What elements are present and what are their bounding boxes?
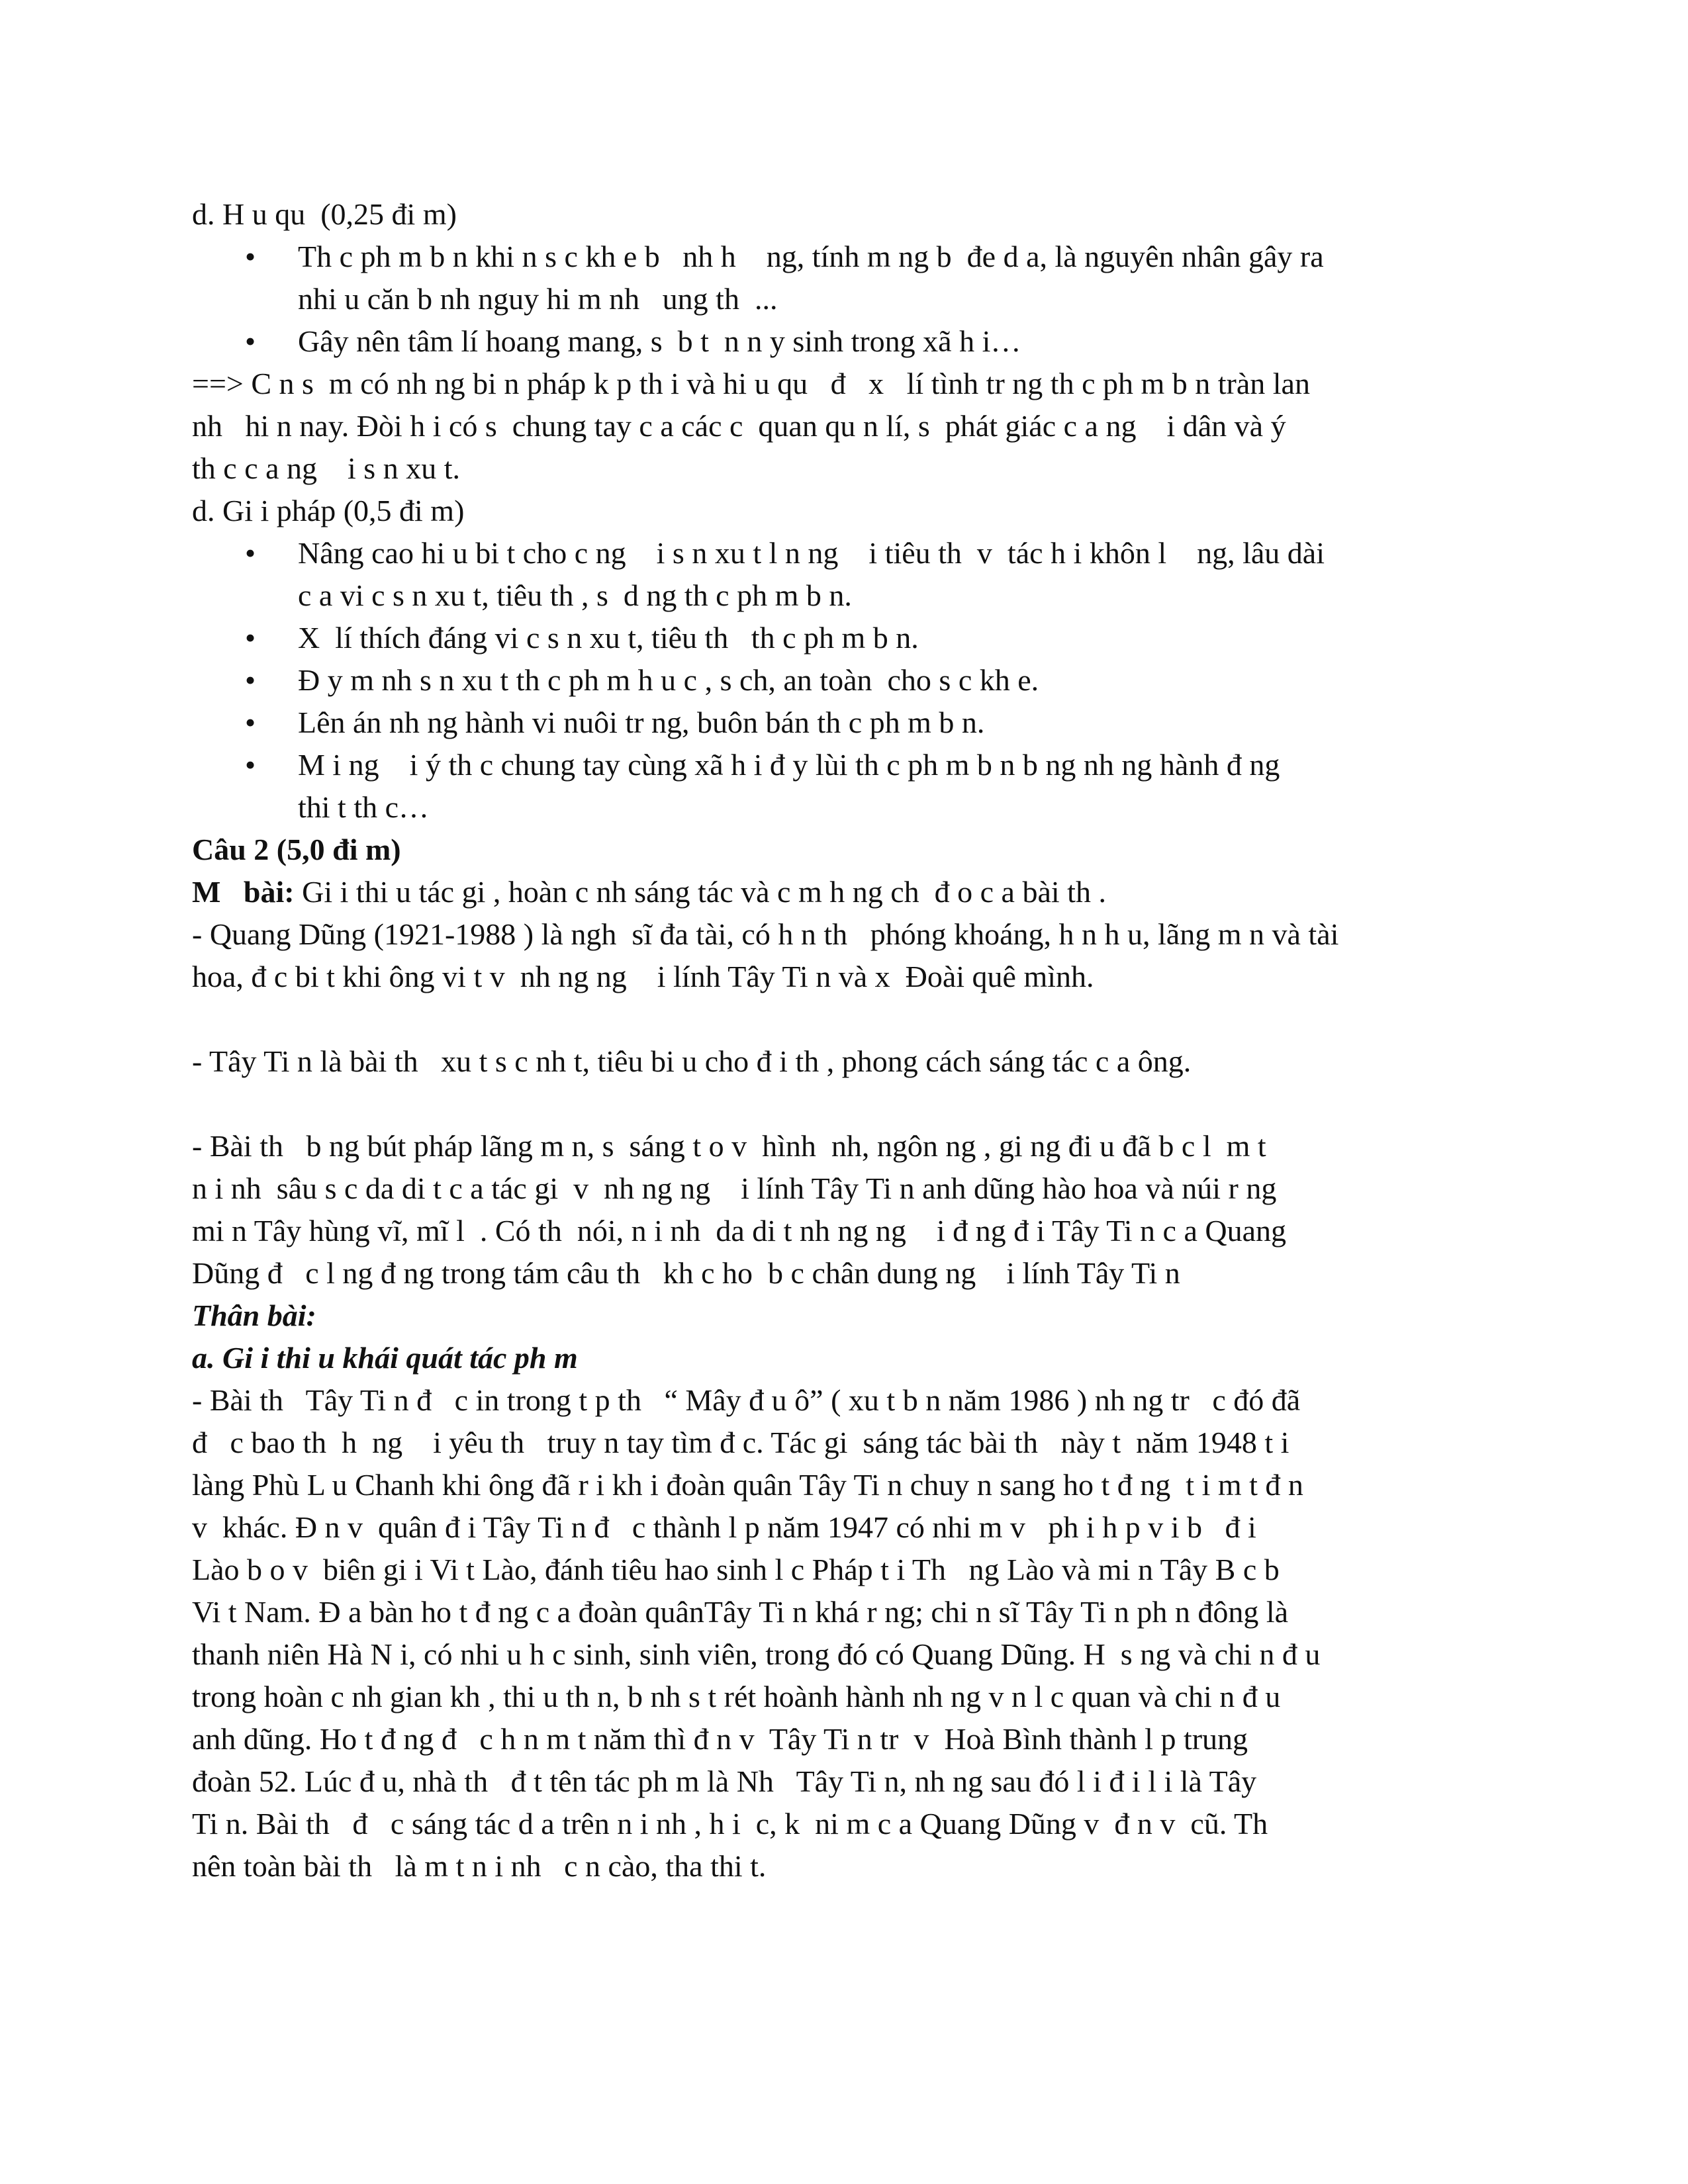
- line-text: mi n Tây hùng vĩ, mĩ l . Có th nói, n i nh da di t nh ng ng i đ ng đ i Tây Ti n c a Quang: [192, 1214, 1287, 1248]
- bullet-icon: •: [245, 536, 256, 570]
- bullet-item: [192, 236, 1496, 278]
- line-text: - Bài th b ng bút pháp lãng m n, s sáng t o v hình nh, ngôn ng , gi ng đi u đã b c l m t: [192, 1129, 1266, 1163]
- line-text: X lí thích đáng vi c s n xu t, tiêu th th c ph m b n.: [298, 621, 919, 655]
- line-text: Nâng cao hi u bi t cho c ng i s n xu t l n ng i tiêu th v tác h i khôn l ng, lâu dài: [298, 536, 1325, 570]
- bullet-item: [192, 532, 1496, 574]
- line-text: c a vi c s n xu t, tiêu th , s d ng th c ph m b n.: [298, 578, 852, 612]
- line-text: - Quang Dũng (1921-1988 ) là ngh sĩ đa tài, có h n th phóng khoáng, h n h u, lãng m n và tài: [192, 917, 1339, 951]
- line-text: đoàn 52. Lúc đ u, nhà th đ t tên tác ph m là Nh Tây Ti n, nh ng sau đó l i đ i l i là Tây: [192, 1764, 1257, 1798]
- line-text: M i ng i ý th c chung tay cùng xã h i đ y lùi th c ph m b n b ng nh ng hành đ ng: [298, 748, 1280, 782]
- line-text: Gi i thi u tác gi , hoàn c nh sáng tác và c m h ng ch đ o c a bài th .: [294, 875, 1106, 909]
- bullet-item: [192, 659, 1496, 702]
- line-text: Thân bài:: [192, 1298, 316, 1332]
- bullet-icon: •: [245, 705, 256, 739]
- bullet-icon: •: [245, 621, 256, 655]
- line-text: Dũng đ c l ng đ ng trong tám câu th kh c ho b c chân dung ng i lính Tây Ti n: [192, 1256, 1180, 1290]
- line-text: đ c bao th h ng i yêu th truy n tay tìm đ c. Tác gi sáng tác bài th này t năm 1948 t i: [192, 1426, 1289, 1459]
- line-text: - Bài th Tây Ti n đ c in trong t p th “ Mây đ u ô” ( xu t b n năm 1986 ) nh ng tr c đó đã: [192, 1383, 1301, 1417]
- line-text: a. Gi i thi u khái quát tác ph m: [192, 1341, 578, 1375]
- text-line: [192, 1803, 1496, 1845]
- text-line: [192, 193, 1496, 236]
- bullet-icon: •: [245, 324, 256, 358]
- line-text: th c c a ng i s n xu t.: [192, 451, 460, 485]
- line-text: d. H u qu (0,25 đi m): [192, 197, 457, 231]
- line-text: nh hi n nay. Đòi h i có s chung tay c a các c quan qu n lí, s phát giác c a ng i dân và ý: [192, 409, 1286, 443]
- text-line: [192, 363, 1496, 405]
- line-text: nên toàn bài th là m t n i nh c n cào, tha thi t.: [192, 1849, 767, 1883]
- text-line: [192, 1760, 1496, 1803]
- text-line: [192, 1040, 1496, 1083]
- line-text: Câu 2 (5,0 đi m): [192, 833, 401, 866]
- text-line: [192, 1210, 1496, 1252]
- text-line: [192, 1549, 1496, 1591]
- section-heading: [192, 829, 1496, 871]
- line-text: ==> C n s m có nh ng bi n pháp k p th i và hi u qu đ x lí tình tr ng th c ph m b n tràn lan: [192, 367, 1310, 400]
- blank-line: [192, 998, 1496, 1040]
- text-line: [192, 1125, 1496, 1167]
- bullet-item: [192, 702, 1496, 744]
- line-text: thi t th c…: [298, 790, 430, 824]
- line-text: làng Phù L u Chanh khi ông đã r i kh i đoàn quân Tây Ti n chuy n sang ho t đ ng t i m t đ n: [192, 1468, 1303, 1502]
- text-line: [192, 490, 1496, 532]
- document-page: [192, 193, 1496, 1888]
- text-line: [192, 1591, 1496, 1633]
- bullet-continuation: [192, 574, 1496, 617]
- line-text: n i nh sâu s c da di t c a tác gi v nh ng ng i lính Tây Ti n anh dũng hào hoa và núi r ng: [192, 1171, 1277, 1205]
- bullet-icon: •: [245, 663, 256, 697]
- line-text: Vi t Nam. Đ a bàn ho t đ ng c a đoàn quânTây Ti n khá r ng; chi n sĩ Tây Ti n ph n đông là: [192, 1595, 1289, 1629]
- text-line: [192, 1506, 1496, 1549]
- line-text: thanh niên Hà N i, có nhi u h c sinh, sinh viên, trong đó có Quang Dũng. H s ng và chi n đ u: [192, 1637, 1321, 1671]
- bullet-item: [192, 320, 1496, 363]
- text-line: [192, 1464, 1496, 1506]
- line-text: Ti n. Bài th đ c sáng tác d a trên n i nh , h i c, k ni m c a Quang Dũng v đ n v cũ. Th: [192, 1807, 1268, 1841]
- line-text: Th c ph m b n khi n s c kh e b nh h ng, tính m ng b đe d a, là nguyên nhân gây ra: [298, 240, 1324, 273]
- bullet-continuation: [192, 786, 1496, 829]
- text-line: [192, 1633, 1496, 1676]
- subsection-heading: [192, 1337, 1496, 1379]
- line-text: Lên án nh ng hành vi nuôi tr ng, buôn bán th c ph m b n.: [298, 705, 985, 739]
- bullet-continuation: [192, 278, 1496, 320]
- line-text: trong hoàn c nh gian kh , thi u th n, b nh s t rét hoành hành nh ng v n l c quan và chi n đ u: [192, 1680, 1281, 1713]
- line-text: Lào b o v biên gi i Vi t Lào, đánh tiêu hao sinh l c Pháp t i Th ng Lào và mi n Tây B c b: [192, 1553, 1280, 1586]
- text-line: [192, 913, 1496, 956]
- line-text: Gây nên tâm lí hoang mang, s b t n n y sinh trong xã h i…: [298, 324, 1021, 358]
- lead-label: M bài:: [192, 875, 295, 909]
- line-text: d. Gi i pháp (0,5 đi m): [192, 494, 465, 527]
- text-line: [192, 1845, 1496, 1888]
- bullet-item: [192, 617, 1496, 659]
- lead-paragraph: [192, 871, 1496, 913]
- text-line: [192, 1252, 1496, 1295]
- text-line: [192, 447, 1496, 490]
- bullet-item: [192, 744, 1496, 786]
- text-line: [192, 1379, 1496, 1422]
- text-line: [192, 1676, 1496, 1718]
- bullet-icon: •: [245, 748, 256, 782]
- subsection-heading: [192, 1295, 1496, 1337]
- text-line: [192, 956, 1496, 998]
- line-text: - Tây Ti n là bài th xu t s c nh t, tiêu bi u cho đ i th , phong cách sáng tác c a ông.: [192, 1044, 1192, 1078]
- line-text: nhi u căn b nh nguy hi m nh ung th ...: [298, 282, 778, 316]
- text-line: [192, 1167, 1496, 1210]
- text-line: [192, 1422, 1496, 1464]
- line-text: v khác. Đ n v quân đ i Tây Ti n đ c thành l p năm 1947 có nhi m v ph i h p v i b đ i: [192, 1510, 1256, 1544]
- blank-line: [192, 1083, 1496, 1125]
- line-text: hoa, đ c bi t khi ông vi t v nh ng ng i lính Tây Ti n và x Đoài quê mình.: [192, 960, 1094, 993]
- text-line: [192, 405, 1496, 447]
- bullet-icon: •: [245, 240, 256, 273]
- line-text: Đ y m nh s n xu t th c ph m h u c , s ch, an toàn cho s c kh e.: [298, 663, 1039, 697]
- text-line: [192, 1718, 1496, 1760]
- line-text: anh dũng. Ho t đ ng đ c h n m t năm thì đ n v Tây Ti n tr v Hoà Bình thành l p trung: [192, 1722, 1248, 1756]
